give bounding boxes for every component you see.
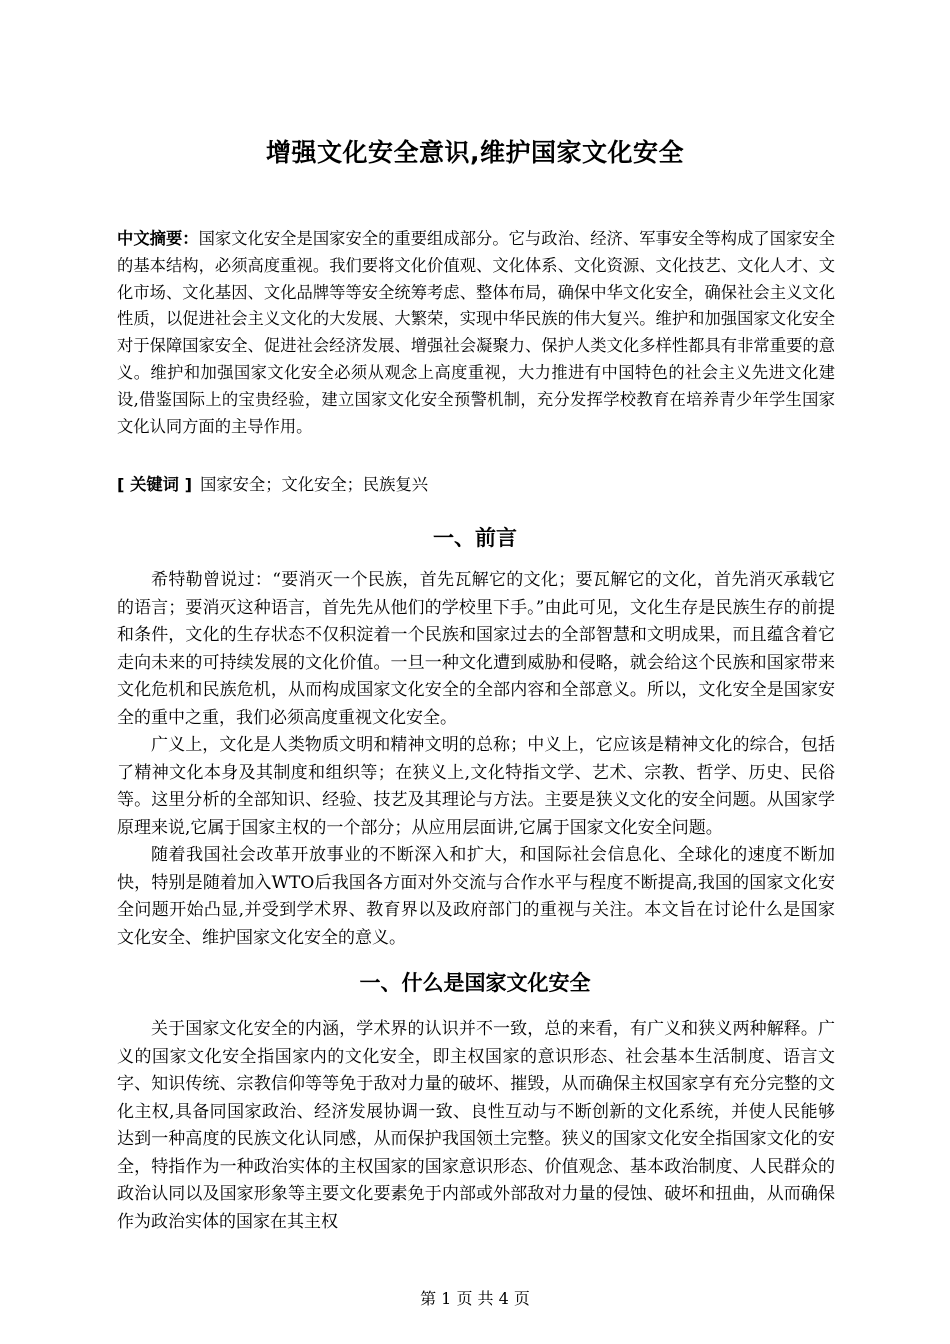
keywords-text: 国家安全；文化安全；民族复兴	[200, 475, 429, 494]
section-heading-preface: 一、前言	[433, 526, 517, 550]
section-heading-definition: 一、什么是国家文化安全	[359, 971, 591, 995]
keywords	[117, 472, 835, 498]
section-preface-body	[117, 567, 835, 952]
keywords-label: [ 关键词 ]	[117, 475, 193, 494]
paragraph: 关于国家文化安全的内涵，学术界的认识并不一致，总的来看，有广义和狭义两种解释。广义的国家文化安全指国家内的文化安全，即主权国家的意识形态、社会基本生活制度、语言文字、知识传统、宗教信仰等等免于敌对力量的破坏、摧毁，从而确保主权国家享有充分完整的文化主权,具备同国家政治、经济发展协调一致、良性互动与不断创新的文化系统，并使人民能够达到一种高度的民族文化认同感，从而保护我国领土完整。狭义的国家文化安全指国家文化的安全，特指作为一种政治实体的主权国家的国家意识形态、价值观念、基本政治制度、人民群众的政治认同以及国家形象等主要文化要素免于内部或外部敌对力量的侵蚀、破坏和扭曲，从而确保作为政治实体的国家在其主权	[117, 1019, 835, 1232]
abstract-label: 中文摘要：	[117, 229, 199, 248]
abstract	[117, 226, 835, 440]
paragraph: 希特勒曾说过：“要消灭一个民族，首先瓦解它的文化；要瓦解它的文化，首先消灭承载它的语言；要消灭这种语言，首先先从他们的学校里下手。”由此可见，文化生存是民族生存的前提和条件，文化的生存状态不仅积淀着一个民族和国家过去的全部智慧和文明成果，而且蕴含着它走向未来的可持续发展的文化价值。一旦一种文化遭到威胁和侵略，就会给这个民族和国家带来文化危机和民族危机，从而构成国家文化安全的全部内容和全部意义。所以，文化安全是国家安全的重中之重，我们必须高度重视文化安全。	[117, 570, 835, 728]
paragraph: 随着我国社会改革开放事业的不断深入和扩大，和国际社会信息化、全球化的速度不断加快，特别是随着加入WTO后我国各方面对外交流与合作水平与程度不断提高,我国的国家文化安全问题开始凸显,并受到学术界、教育界以及政府部门的重视与关注。本文旨在讨论什么是国家文化安全、维护国家文化安全的意义。	[117, 845, 835, 948]
section-definition-body	[117, 1016, 835, 1236]
document-title: 增强文化安全意识,维护国家文化安全	[266, 138, 684, 167]
paragraph: 广义上，文化是人类物质文明和精神文明的总称；中义上，它应该是精神文化的综合，包括了精神文化本身及其制度和组织等；在狭义上,文化特指文学、艺术、宗教、哲学、历史、民俗等。这里分析的全部知识、经验、技艺及其理论与方法。主要是狭义文化的安全问题。从国家学原理来说,它属于国家主权的一个部分；从应用层面讲,它属于国家文化安全问题。	[117, 735, 835, 838]
page-number-footer: 第 1 页 共 4 页	[420, 1289, 530, 1308]
abstract-text: 国家文化安全是国家安全的重要组成部分。它与政治、经济、军事安全等构成了国家安全的基本结构，必须高度重视。我们要将文化价值观、文化体系、文化资源、文化技艺、文化人才、文化市场、文化基因、文化品牌等等安全统筹考虑、整体布局，确保中华文化安全，确保社会主义文化性质，以促进社会主义文化的大发展、大繁荣，实现中华民族的伟大复兴。维护和加强国家文化安全对于保障国家安全、促进社会经济发展、增强社会凝聚力、保护人类文化多样性都具有非常重要的意义。维护和加强国家文化安全必须从观念上高度重视，大力推进有中国特色的社会主义先进文化建设,借鉴国际上的宝贵经验，建立国家文化安全预警机制，充分发挥学校教育在培养青少年学生国家文化认同方面的主导作用。	[117, 229, 835, 436]
